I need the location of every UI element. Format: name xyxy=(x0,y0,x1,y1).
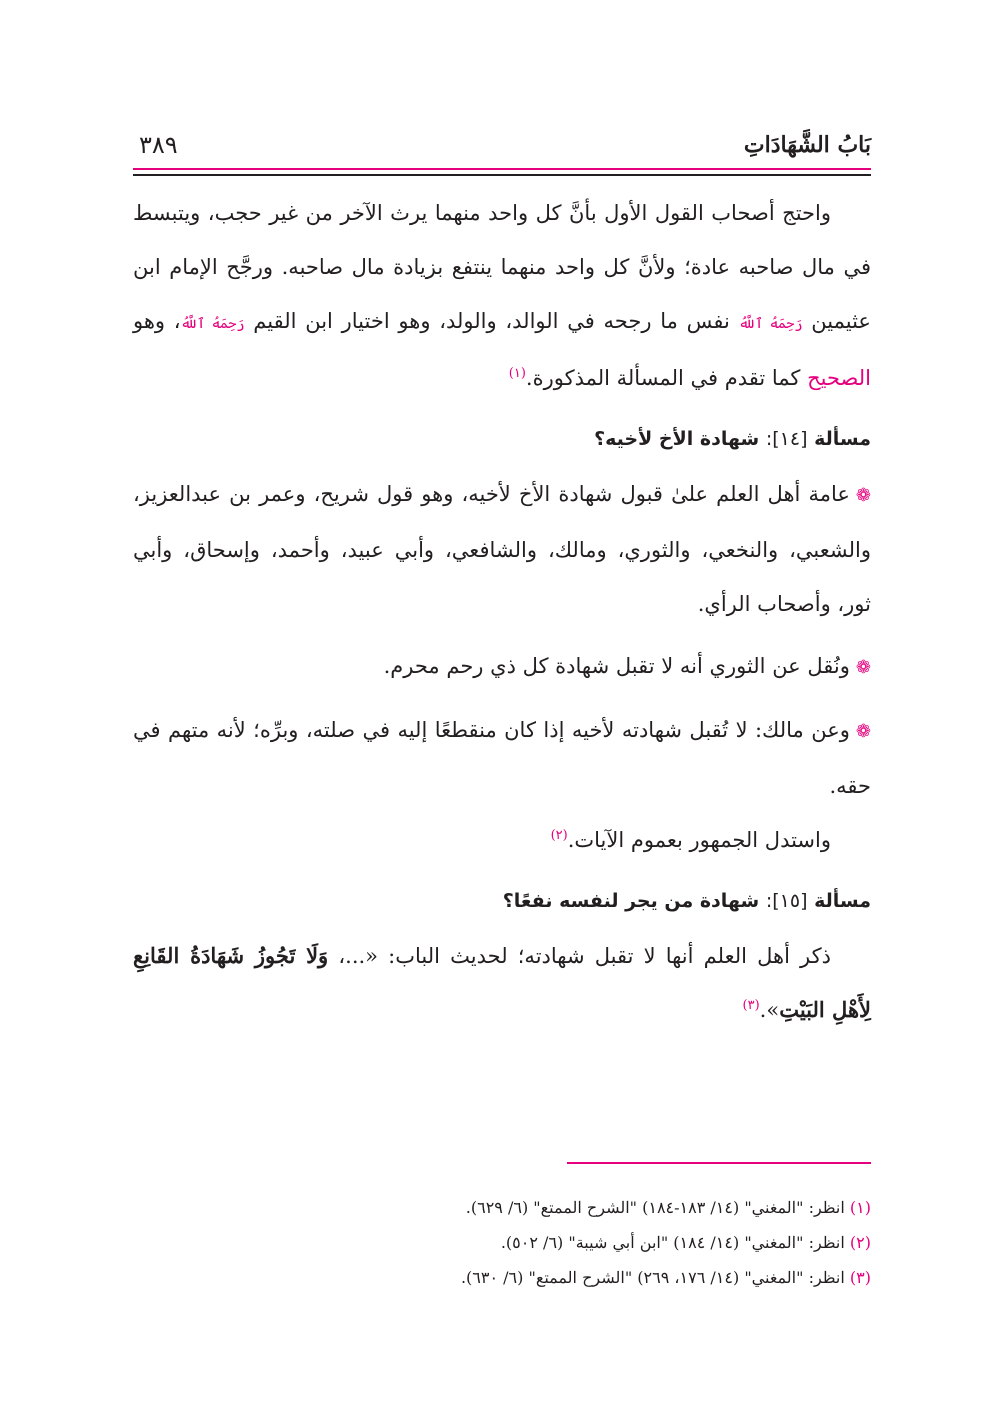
hadith-quote: وَلَا تَجُوزُ شَهَادَةُ القَانِعِ لِأَهْلِ البَيْتِ xyxy=(133,943,871,1022)
flower-bullet-icon: ❁ xyxy=(855,721,871,742)
section-heading-14 xyxy=(133,419,871,459)
footnote-text: انظر: "المغني" (١٤/ ١٧٦، ٢٦٩) "الشرح الممتع" (٦/ ٦٣٠). xyxy=(460,1268,845,1287)
masala-label: مسألة xyxy=(814,890,871,912)
paragraph-evidence xyxy=(133,813,871,867)
footnote-separator xyxy=(567,1162,871,1164)
footnote-text: انظر: "المغني" (١٤/ ١٨٤) "ابن أبي شيبة" (٦/ ٥٠٢). xyxy=(500,1233,845,1252)
highlight-word: الصحيح xyxy=(807,366,871,390)
paragraph-argument xyxy=(133,186,871,405)
footnote-ref-1[interactable]: (١) xyxy=(508,366,526,381)
footnote-ref-3[interactable]: (٣) xyxy=(742,998,760,1013)
paragraph-majority xyxy=(133,467,871,631)
paragraph-text: كما تقدم في المسألة المذكورة. xyxy=(525,366,801,390)
footnote-number: (٣) xyxy=(849,1268,871,1287)
paragraph-text: واستدل الجمهور بعموم الآيات. xyxy=(567,828,831,852)
paragraph-text: ذكر أهل العلم أنها لا تقبل شهادته؛ لحديث الباب: «...، xyxy=(338,944,831,968)
chapter-title: بَابُ الشَّهَادَاتِ xyxy=(743,132,871,158)
paragraph-text: نفس ما رجحه في الوالد، والولد، وهو اختيار ابن القيم xyxy=(253,309,730,333)
paragraph-text: ونُقل عن الثوري أنه لا تقبل شهادة كل ذي رحم محرم. xyxy=(383,654,850,678)
honorific-mark: رَحِمَهُ ٱللَّهُ xyxy=(738,316,803,332)
paragraph-text: ، وهو xyxy=(133,309,181,333)
flower-bullet-icon: ❁ xyxy=(855,485,871,506)
footnote-1 xyxy=(133,1190,871,1225)
quote-close: ». xyxy=(759,998,780,1022)
masala-number: [١٤]: xyxy=(765,428,808,450)
paragraph-hadith xyxy=(133,929,871,1037)
masala-number: [١٥]: xyxy=(765,890,808,912)
footnote-number: (١) xyxy=(849,1198,871,1217)
paragraph-text: عامة أهل العلم علىٰ قبول شهادة الأخ لأخيه، وهو قول شريح، وعمر بن عبدالعزيز، والشعبي، والنخعي، والثوري، ومالك، والشافعي، وأبي عبيد، وأحمد، وإسحاق، وأبي ثور، وأصحاب الرأي. xyxy=(133,482,871,616)
masala-title: شهادة الأخ لأخيه؟ xyxy=(594,428,760,450)
page-header xyxy=(133,128,871,168)
section-heading-15 xyxy=(133,881,871,921)
footnote-2 xyxy=(133,1225,871,1260)
header-rule-pink xyxy=(133,168,871,170)
footnote-text: انظر: "المغني" (١٤/ ١٨٣-١٨٤) "الشرح الممتع" (٦/ ٦٢٩). xyxy=(465,1198,845,1217)
masala-title: شهادة من يجر لنفسه نفعًا؟ xyxy=(502,890,760,912)
flower-bullet-icon: ❁ xyxy=(855,657,871,678)
masala-label: مسألة xyxy=(814,428,871,450)
footnotes xyxy=(133,1190,871,1295)
footnote-3 xyxy=(133,1260,871,1295)
paragraph-thawri xyxy=(133,639,871,695)
paragraph-malik xyxy=(133,703,871,813)
header-rule-black xyxy=(133,174,871,176)
footnote-number: (٢) xyxy=(849,1233,871,1252)
footnote-ref-2[interactable]: (٢) xyxy=(550,828,568,843)
main-text xyxy=(133,186,871,1037)
honorific-mark: رَحِمَهُ ٱللَّهُ xyxy=(180,316,245,332)
page-number: ٣٨٩ xyxy=(139,131,178,159)
paragraph-text: وعن مالك: لا تُقبل شهادته لأخيه إذا كان منقطعًا إليه في صلته، وبرِّه؛ لأنه متهم في حقه. xyxy=(133,718,871,798)
paragraph-text: واحتج أصحاب القول الأول بأنَّ كل واحد منهما يرث الآخر من غير حجب، ويتبسط في مال صاحبه عادة؛ ولأنَّ كل واحد منهما ينتفع بزيادة مال صاحبه. ورجَّح الإمام ابن عثيمين xyxy=(133,201,871,333)
